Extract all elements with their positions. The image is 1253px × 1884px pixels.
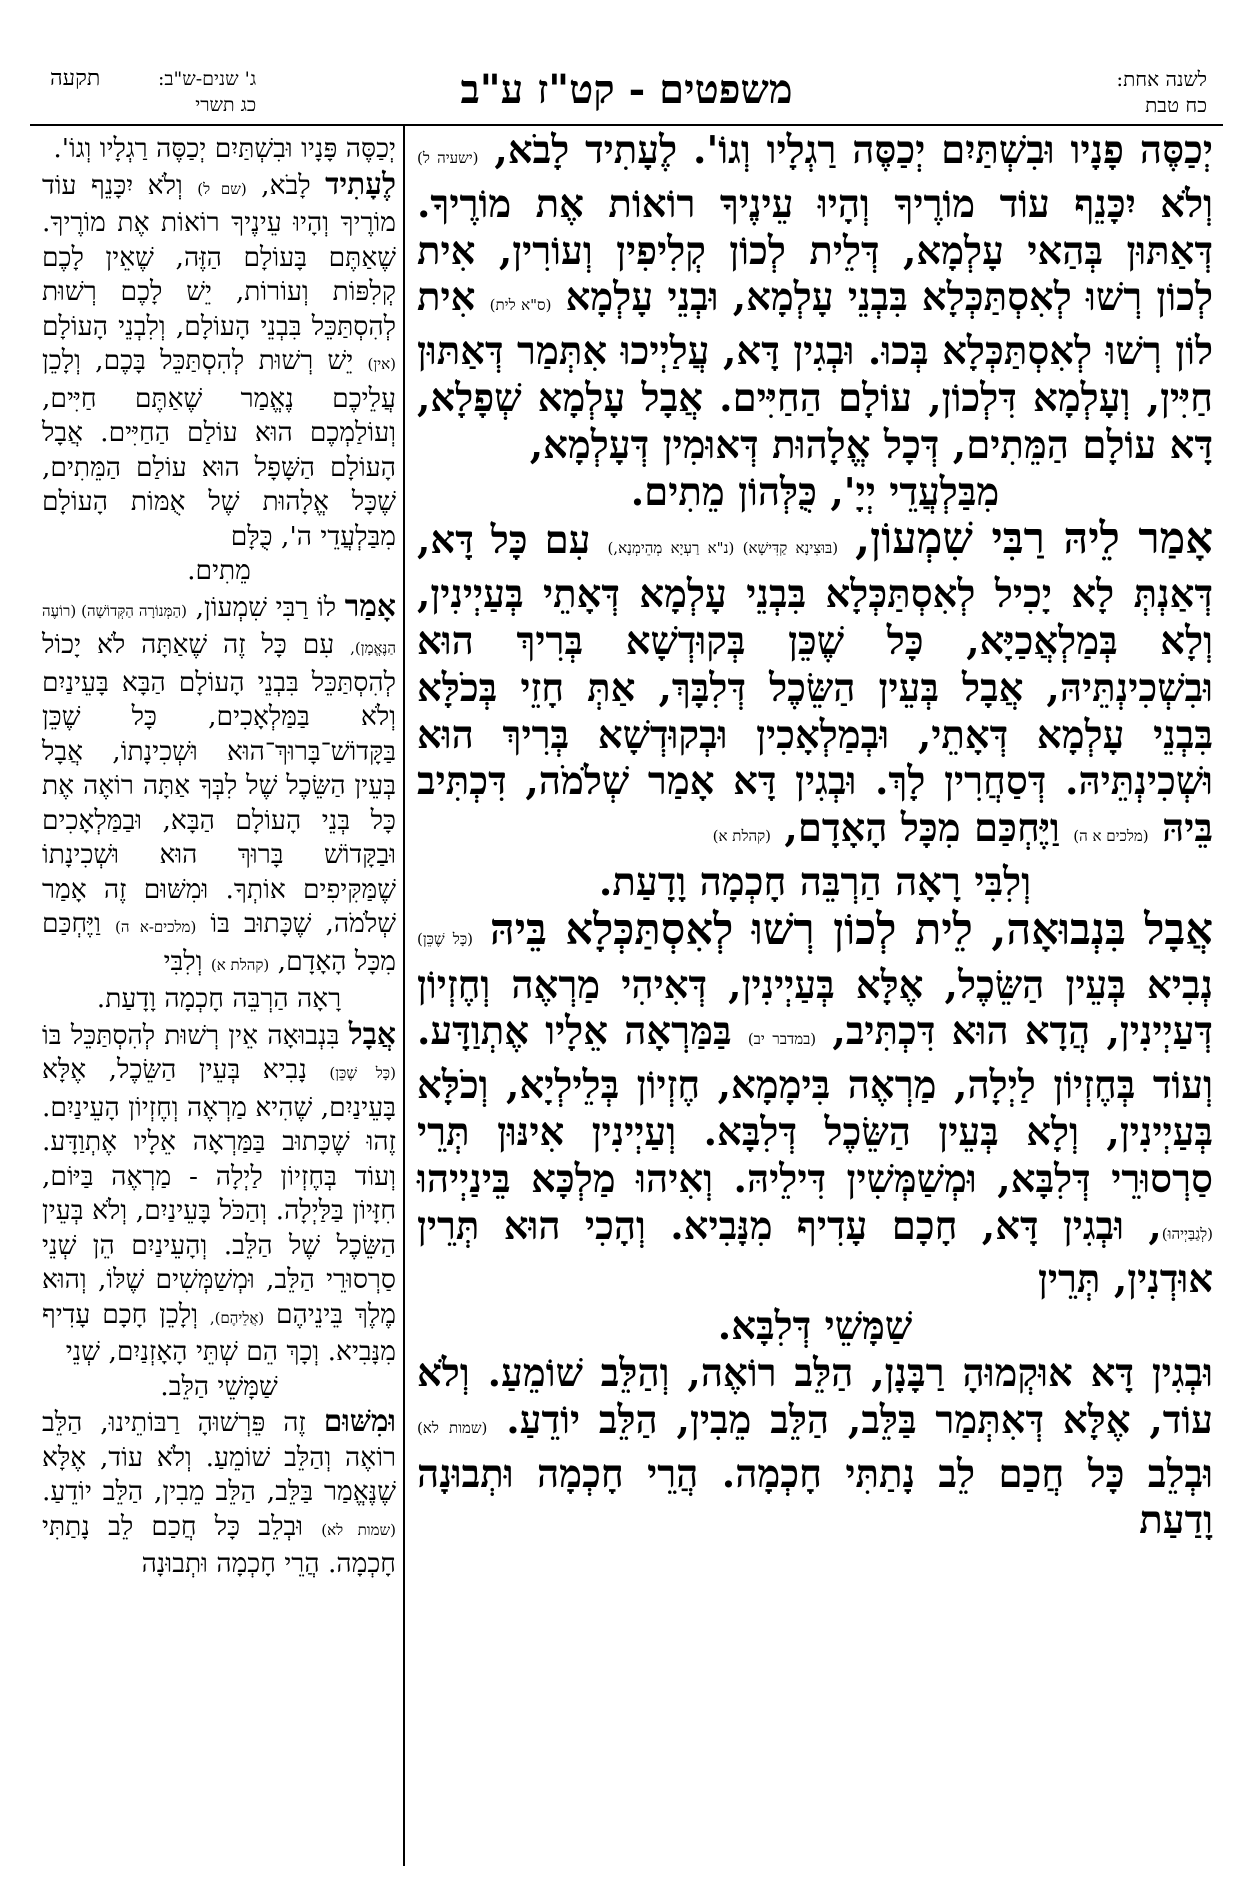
page-title: משפטים - קט"ז ע"ב: [460, 66, 793, 113]
page-header: [30, 64, 1223, 122]
header-rule: [30, 124, 1223, 126]
header-left: [158, 66, 256, 118]
side-paragraph-2: לֶעָתִיד לָבֹא, (שם ל) וְלֹא יִכָּנֵף עוֹד מוֹרֶיךָ וְהָיוּ עֵינֶיךָ רוֹאוֹת אֶת מוֹרֶיךָ. שֶׁאַתֶּם בָּעוֹלָם הַזֶּה, שֶׁאֵין לָכֶם קְלִפּוֹת וְעוֹרוֹת, יֵשׁ לָכֶם רְשׁוּת לְהִסְתַּכֵּל בִּבְנֵי הָעוֹלָם, וְלִבְנֵי הָעוֹלָם (אין) יֵשׁ רְשׁוּת לְהִסְתַּכֵּל בָּכֶם, וְלָכֵן עֲלֵיכֶם נֶאֱמַר שֶׁאַתֶּם חַיִּים, וְעוֹלַמְכֶם הוּא עוֹלַם הַחַיִּים. אֲבָל הָעוֹלָם הַשָּׁפָל הוּא עוֹלַם הַמֵּתִים, שֶׁכָּל אֱלָהוּת שֶׁל אֻמּוֹת הָעוֹלָם מִבַּלְעֲדֵי ה', כֻּלָּם: [42, 165, 396, 552]
side-paragraph-4: אֲבָל בִּנְבוּאָה אֵין רְשׁוּת לְהִסְתַּכֵּל בּוֹ (כָּל שֶׁכֵּן) נָבִיא בְּעֵין הַשֵּׂכֶל, אֶלָּא בָּעֵינַיִם, שֶׁהִיא מַרְאֶה וְחֶזְיוֹן הָעֵינַיִם. זֶהוּ שֶׁכָּתוּב בַּמַּרְאָה אֵלָיו אֶתְוַדָּע. וְעוֹד בְּחֶזְיוֹן לַיְלָה - מַרְאֶה בַּיּוֹם, חִזָּיוֹן בַּלַּיְלָה. וְהַכֹּל בָּעֵינַיִם, וְלֹא בְּעֵין הַשֵּׂכֶל שֶׁל הַלֵּב. וְהָעֵינַיִם הֵן שְׁנֵי סַרְסוּרֵי הַלֵּב, וּמְשַׁמְּשִׁים שֶׁלּוֹ, וְהוּא מֶלֶךְ בֵּינֵיהֶם (אֲלֵיהֶם), וְלָכֵן חָכָם עָדִיף מִנָּבִיא. וְכָךְ הֵם שְׁתֵּי הָאָזְנַיִם, שְׁנֵי: [42, 1015, 396, 1367]
side-paragraph-3: אָמַר לוֹ רַבִּי שִׁמְעוֹן, (הַמְּנוֹרָה הַקְּדוֹשָׁה) (רוֹעֶה הַנֶּאֱמָן), עִם כָּל זֶה שֶׁאַתָּה לֹא יָכוֹל לְהִסְתַּכֵּל בִּבְנֵי הָעוֹלָם הַבָּא בָּעֵינַיִם וְלֹא בַּמַּלְאָכִים, כָּל שֶׁכֵּן בַּקָּדוֹשׁ־בָּרוּךְ־הוּא וּשְׁכִינָתוֹ, אֲבָל בְּעֵין הַשֵּׂכֶל שֶׁל לִבְּךָ אַתָּה רוֹאֶה אֶת כָּל בְּנֵי הָעוֹלָם הַבָּא, וּבַמַּלְאָכִים וּבַקָּדוֹשׁ בָּרוּךְ הוּא וּשְׁכִינָתוֹ שֶׁמַּקִּיפִים אוֹתְךָ. וּמִשּׁוּם זֶה אָמַר שְׁלֹמֹה, שֶׁכָּתוּב בּוֹ (מלכים-א ה) וַיֶּחְכַּם מִכָּל הָאָדָם, (קהלת א) וְלִבִּי: [42, 587, 396, 977]
hebrew-translation-column: [42, 132, 396, 1582]
column-divider: [403, 124, 405, 1866]
side-paragraph-3-end: רָאָה הַרְבֵּה חָכְמָה וָדָעַת.: [96, 983, 342, 1014]
side-paragraph-4-end: שַׁמָּשֵׁי הַלֵּב.: [160, 1370, 278, 1402]
paragraph-1: יְכַסֶּה פָנָיו וּבִשְׁתַּיִם יְכַסֶּה רַגְלָיו וְגוֹ'. לֶעָתִיד לָבֹא, (ישעיה ל) וְלֹא יִכָּנֵף עוֹד מוֹרֶיךָ וְהָיוּ עֵינֶיךָ רוֹאוֹת אֶת מוֹרֶיךָ. דְּאַתּוּן בְּהַאי עָלְמָא, דְּלֵית לְכוֹן קְלִיפִין וְעוֹרִין, אִית לְכוֹן רְשׁוּ לְאִסְתַּכְּלָא בִּבְנֵי עָלְמָא, וּבְנֵי עָלְמָא (ס"א לית) אִית לוֹן רְשׁוּ לְאִסְתַּכְּלָא בְּכוּ. וּבְגִין דָּא, עֲלַיְיכוּ אִתְּמַר דְּאַתּוּן חַיִּין, וְעָלְמָא דִּלְכוֹן, עוֹלָם הַחַיִּים. אֲבָל עָלְמָא שְׁפָלָא, דָּא עוֹלָם הַמֵּתִים, דְּכָל אֱלָהוּת דְּאוּמִין דְּעָלְמָא,: [417, 128, 1214, 468]
cycle-label-3yr: ג' שנים-ש"ב:: [158, 68, 257, 90]
paragraph-2-end: וְלִבִּי רָאָה הַרְבֵּה חָכְמָה וָדָעַת.: [598, 859, 1032, 905]
side-paragraph-1: יְכַסֶּה פָּנָיו וּבִשְׁתַּיִם יְכַסֶּה רַגְלָיו וְגוֹ'.: [53, 133, 396, 164]
study-cycle-label: לשנה אחת:: [1116, 67, 1207, 91]
cycle-date-3yr: כג תשרי: [195, 94, 257, 116]
paragraph-3: אֲבָל בִּנְבוּאָה, לֵית לְכוֹן רְשׁוּ לְאִסְתַּכְּלָא בֵּיהּ (כָּל שֶׁכֵּן) נְבִיא בְּעֵין הַשֵּׂכֶל, אֶלָּא בְּעַיְינִין, דְּאִיהִי מַרְאֶה וְחֶזְיוֹן דְּעַיְינִין, הֲדָא הוּא דִּכְתִּיב, (במדבר יב) בַּמַּרְאָה אֵלָיו אֶתְוַדָּע. וְעוֹד בְּחֶזְיוֹן לַיְלָה, מַרְאֶה בִּימָמָא, חֶזְיוֹן בְּלֵילְיָא, וְכֹלָּא בְּעַיְינִין, וְלָא בְּעֵין הַשֵּׂכֶל דְּלִבָּא. וְעַיְינִין אִינּוּן תְּרֵי סַרְסוּרֵי דְּלִבָּא, וּמְשַׁמְּשִׁין דִּילֵיהּ. וְאִיהוּ מַלְכָּא בֵּינַיְיהוּ (לְגַבַּיְיהוּ), וּבְגִין דָּא, חָכָם עָדִיף מִנָּבִיא. וְהָכִי הוּא תְּרֵין אוּדְנִין, תְּרֵין: [417, 903, 1213, 1303]
aramaic-column: [417, 128, 1213, 1545]
study-date: כח טבת: [1145, 93, 1207, 117]
page-number: תקעה: [50, 66, 101, 91]
side-paragraph-5: וּמִשּׁוּם זֶה פֵּרְשׁוּהָ רַבּוֹתֵינוּ, הַלֵּב רוֹאֶה וְהַלֵּב שׁוֹמֵעַ. וְלֹא עוֹד, אֶלָּא שֶׁנֶּאֱמַר בַּלֵּב, הַלֵּב מֵבִין, הַלֵּב יוֹדֵעַ. (שמות לא) וּבְלֵב כָּל חֲכַם לֵב נָתַתִּי חָכְמָה. הֲרֵי חָכְמָה וּתְבוּנָה: [42, 1403, 396, 1579]
paragraph-1-end: מִבַּלְעֲדֵי יְיָ', כֻּלְּהוֹן מֵתִים.: [630, 469, 1000, 515]
paragraph-2: אָמַר לֵיהּ רַבִּי שִׁמְעוֹן, (בּוּצִינָא קַדִּישָׁא) (נ"א רַעְיָא מְהֵימְנָא,) עִם כָּל דָּא, דְּאַנְתְּ לָא יָכִיל לְאִסְתַּכְּלָא בִּבְנֵי עָלְמָא דְּאָתֵי בְּעַיְינִין, וְלָא בְּמַלְאֲכַיָּא, כָּל שֶׁכֵּן בְּקוּדְשָׁא בְּרִיךְ הוּא וּבִשְׁכִינְתֵּיהּ, אֲבָל בְּעֵין הַשֵּׂכֶל דְּלִבָּךְ, אַתְּ חָזֵי בְּכֹלָּא בִּבְנֵי עָלְמָא דְּאָתֵי, וּבְמַלְאָכִין וּבְקוּדְשָׁא בְּרִיךְ הוּא וּשְׁכִינְתֵּיהּ. דְּסַחֲרִין לָךְ. וּבְגִין דָּא אָמַר שְׁלֹמֹה, דִּכְתִּיב בֵּיהּ (מלכים א ה) וַיֶּחְכַּם מִכָּל הָאָדָם, (קהלת א): [417, 513, 1214, 852]
paragraph-3-end: שַׁמָּשֵׁי דְּלִבָּא.: [717, 1304, 913, 1350]
paragraph-4: וּבְגִין דָּא אוּקְמוּהָ רַבָּנָן, הַלֵּב רוֹאֶה, וְהַלֵּב שׁוֹמֵעַ. וְלֹא עוֹד, אֶלָּא דְּאִתְּמַר בַּלֵּב, הַלֵּב מֵבִין, הַלֵּב יוֹדֵעַ. (שמות לא) וּבְלֵב כָּל חֲכַם לֵב נָתַתִּי חָכְמָה. הֲרֵי חָכְמָה וּתְבוּנָה וָדַעַת: [417, 1350, 1214, 1544]
side-paragraph-2-end: מֵתִים.: [187, 555, 251, 586]
